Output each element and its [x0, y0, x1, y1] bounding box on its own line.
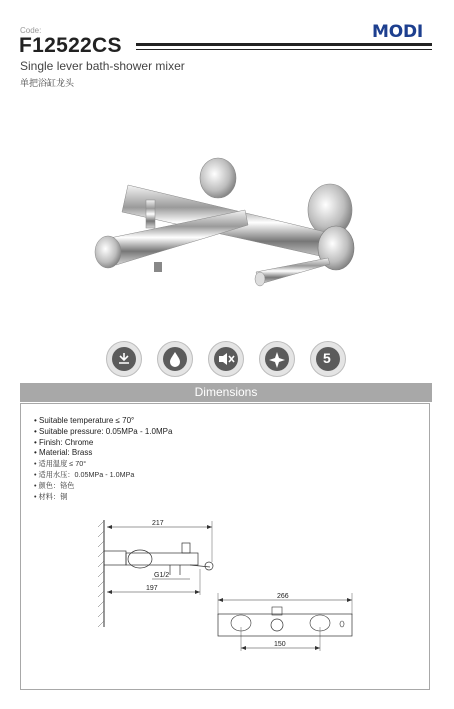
technical-drawing — [94, 515, 359, 665]
water-drop-icon — [157, 341, 193, 377]
dim-label: 197 — [146, 585, 158, 592]
product-image — [80, 140, 370, 300]
spec-item-cn: • 颜色：铬色 — [34, 480, 75, 490]
spray-icon — [106, 341, 142, 377]
brand-logo: MODI — [372, 22, 424, 42]
spec-item-cn: • 材料：铜 — [34, 491, 68, 501]
spec-item: • Material: Brass — [34, 448, 93, 458]
code-label: Code: — [20, 26, 42, 35]
sparkle-icon — [259, 341, 295, 377]
spec-item: • Suitable temperature ≤ 70° — [34, 416, 135, 425]
warranty-number: 5 — [323, 350, 331, 366]
dim-label: 266 — [277, 593, 289, 600]
header-rule — [136, 43, 432, 46]
feature-icons — [106, 341, 346, 381]
spec-item-cn: • 适用水压：0.05MPa - 1.0MPa — [34, 469, 135, 479]
thread-label: G1/2 — [154, 572, 170, 579]
dimensions-heading: Dimensions — [20, 383, 432, 402]
product-title: Single lever bath-shower mixer — [20, 59, 185, 73]
header-rule-thin — [136, 49, 432, 50]
spec-item: • Finish: Chrome — [34, 437, 94, 447]
product-title-cn: 单把浴缸龙头 — [20, 78, 75, 88]
product-code: F12522CS — [19, 34, 122, 57]
dim-label: 150 — [274, 641, 286, 648]
spec-item-cn: • 适用温度 ≤ 70° — [34, 459, 87, 469]
mute-icon — [208, 341, 244, 377]
warranty-icon — [310, 341, 346, 377]
spec-item: • Suitable pressure: 0.05MPa - 1.0MPa — [34, 426, 173, 436]
dim-label: 217 — [152, 520, 164, 527]
spec-list — [34, 416, 172, 502]
